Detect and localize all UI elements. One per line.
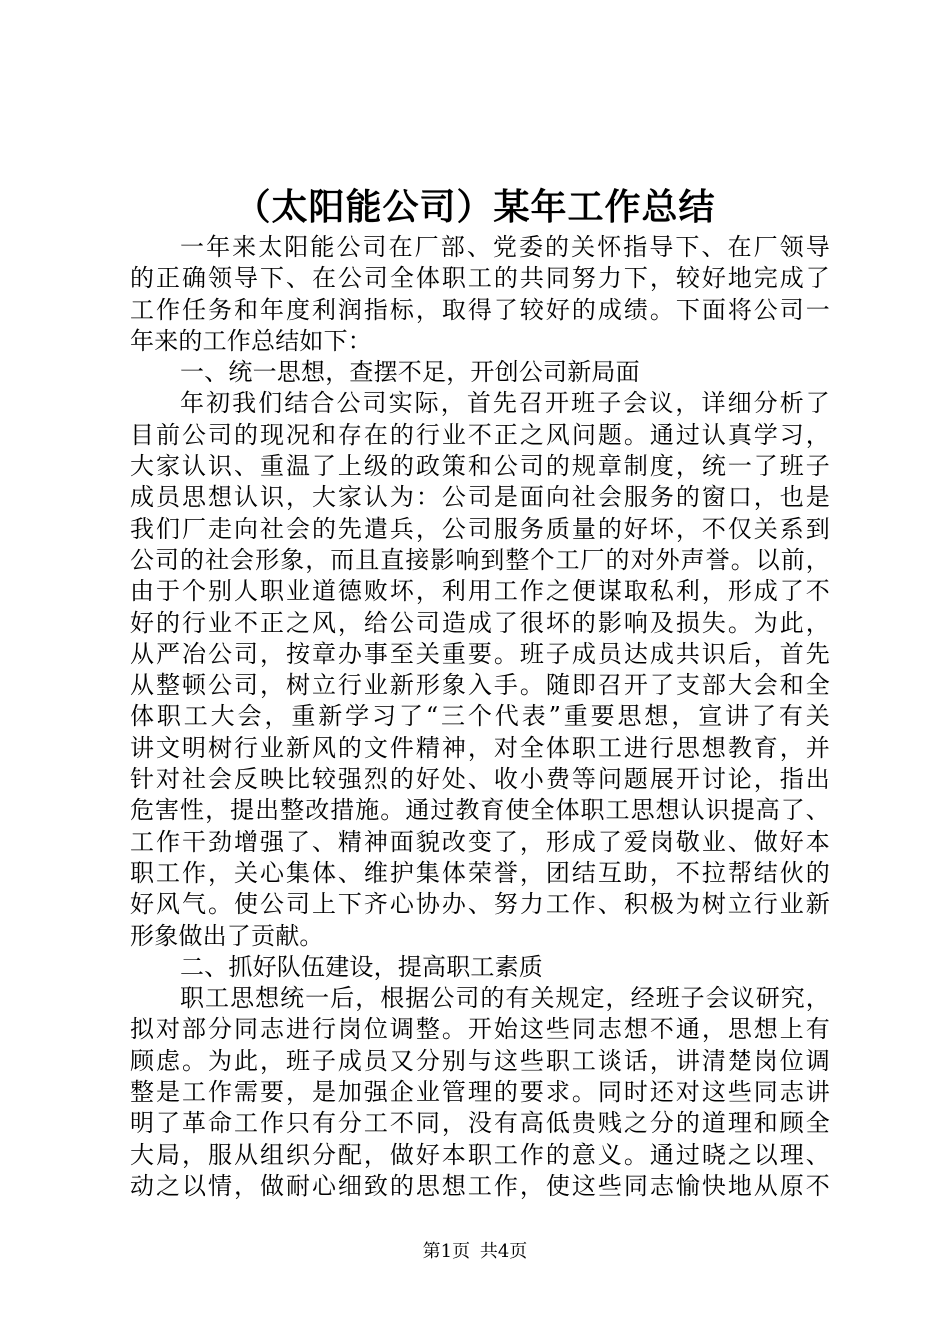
page-number: 第1页 [422, 1241, 471, 1262]
text-line: 目前公司的现况和存在的行业不正之风问题。通过认真学习， [130, 420, 830, 449]
text-line: 工作干劲增强了、精神面貌改变了，形成了爱岗敬业、做好本 [130, 827, 830, 856]
text-line: 明了革命工作只有分工不同，没有高低贵贱之分的道理和顾全 [130, 1109, 830, 1138]
text-line: 二、抓好队伍建设，提高职工素质 [180, 952, 543, 981]
text-line: 好风气。使公司上下齐心协办、努力工作、积极为树立行业新 [130, 890, 830, 919]
text-line: 形象做出了贡献。 [130, 921, 324, 950]
text-line: 工作任务和年度利润指标，取得了较好的成绩。下面将公司一 [130, 295, 830, 324]
text-line: 成员思想认识，大家认为：公司是面向社会服务的窗口，也是 [130, 483, 830, 512]
text-line: 年初我们结合公司实际，首先召开班子会议，详细分析了 [180, 389, 830, 418]
text-line: 从整顿公司，树立行业新形象入手。随即召开了支部大会和全 [130, 671, 830, 700]
text-line: 针对社会反映比较强烈的好处、收小费等问题展开讨论，指出 [130, 765, 830, 794]
text-line: 一、统一思想，查摆不足，开创公司新局面 [180, 358, 640, 387]
text-line: 从严冶公司，按章办事至关重要。班子成员达成共识后，首先 [130, 639, 830, 668]
text-line: 年来的工作总结如下： [130, 326, 372, 355]
text-line: 顾虑。为此，班子成员又分别与这些职工谈话，讲清楚岗位调 [130, 1046, 830, 1075]
text-line: 一年来太阳能公司在厂部、党委的关怀指导下、在厂领导 [180, 233, 830, 261]
text-line: 体职工大会，重新学习了“三个代表”重要思想，宣讲了有关 [130, 702, 830, 731]
text-line: 由于个别人职业道德败坏，利用工作之便谋取私利，形成了不 [130, 577, 830, 606]
document-body [130, 232, 830, 1202]
text-line: 整是工作需要，是加强企业管理的要求。同时还对这些同志讲 [130, 1078, 830, 1107]
text-line: 拟对部分同志进行岗位调整。开始这些同志想不通，思想上有 [130, 1015, 830, 1044]
page-footer [0, 1238, 950, 1266]
text-line: 好的行业不正之风，给公司造成了很坏的影响及损失。为此， [130, 608, 830, 637]
text-line: 的正确领导下、在公司全体职工的共同努力下，较好地完成了 [130, 264, 830, 293]
text-line: 讲文明树行业新风的文件精神，对全体职工进行思想教育，并 [130, 733, 830, 762]
text-line: 我们厂走向社会的先遣兵，公司服务质量的好坏，不仅关系到 [130, 514, 830, 543]
text-line: 职工思想统一后，根据公司的有关规定，经班子会议研究， [180, 984, 830, 1013]
page-total: 共4页 [479, 1241, 528, 1262]
text-line: 大家认识、重温了上级的政策和公司的规章制度，统一了班子 [130, 452, 830, 481]
text-line: 职工作，关心集体、维护集体荣誉，团结互助，不拉帮结伙的 [130, 858, 830, 887]
text-line: 危害性，提出整改措施。通过教育使全体职工思想认识提高了、 [130, 796, 830, 825]
document-title: （太阳能公司）某年工作总结 [234, 187, 716, 228]
text-line: 公司的社会形象，而且直接影响到整个工厂的对外声誉。以前， [130, 545, 830, 574]
text-line: 动之以情，做耐心细致的思想工作，使这些同志愉快地从原不 [130, 1171, 830, 1200]
text-line: 大局，服从组织分配，做好本职工作的意义。通过晓之以理、 [130, 1140, 830, 1169]
